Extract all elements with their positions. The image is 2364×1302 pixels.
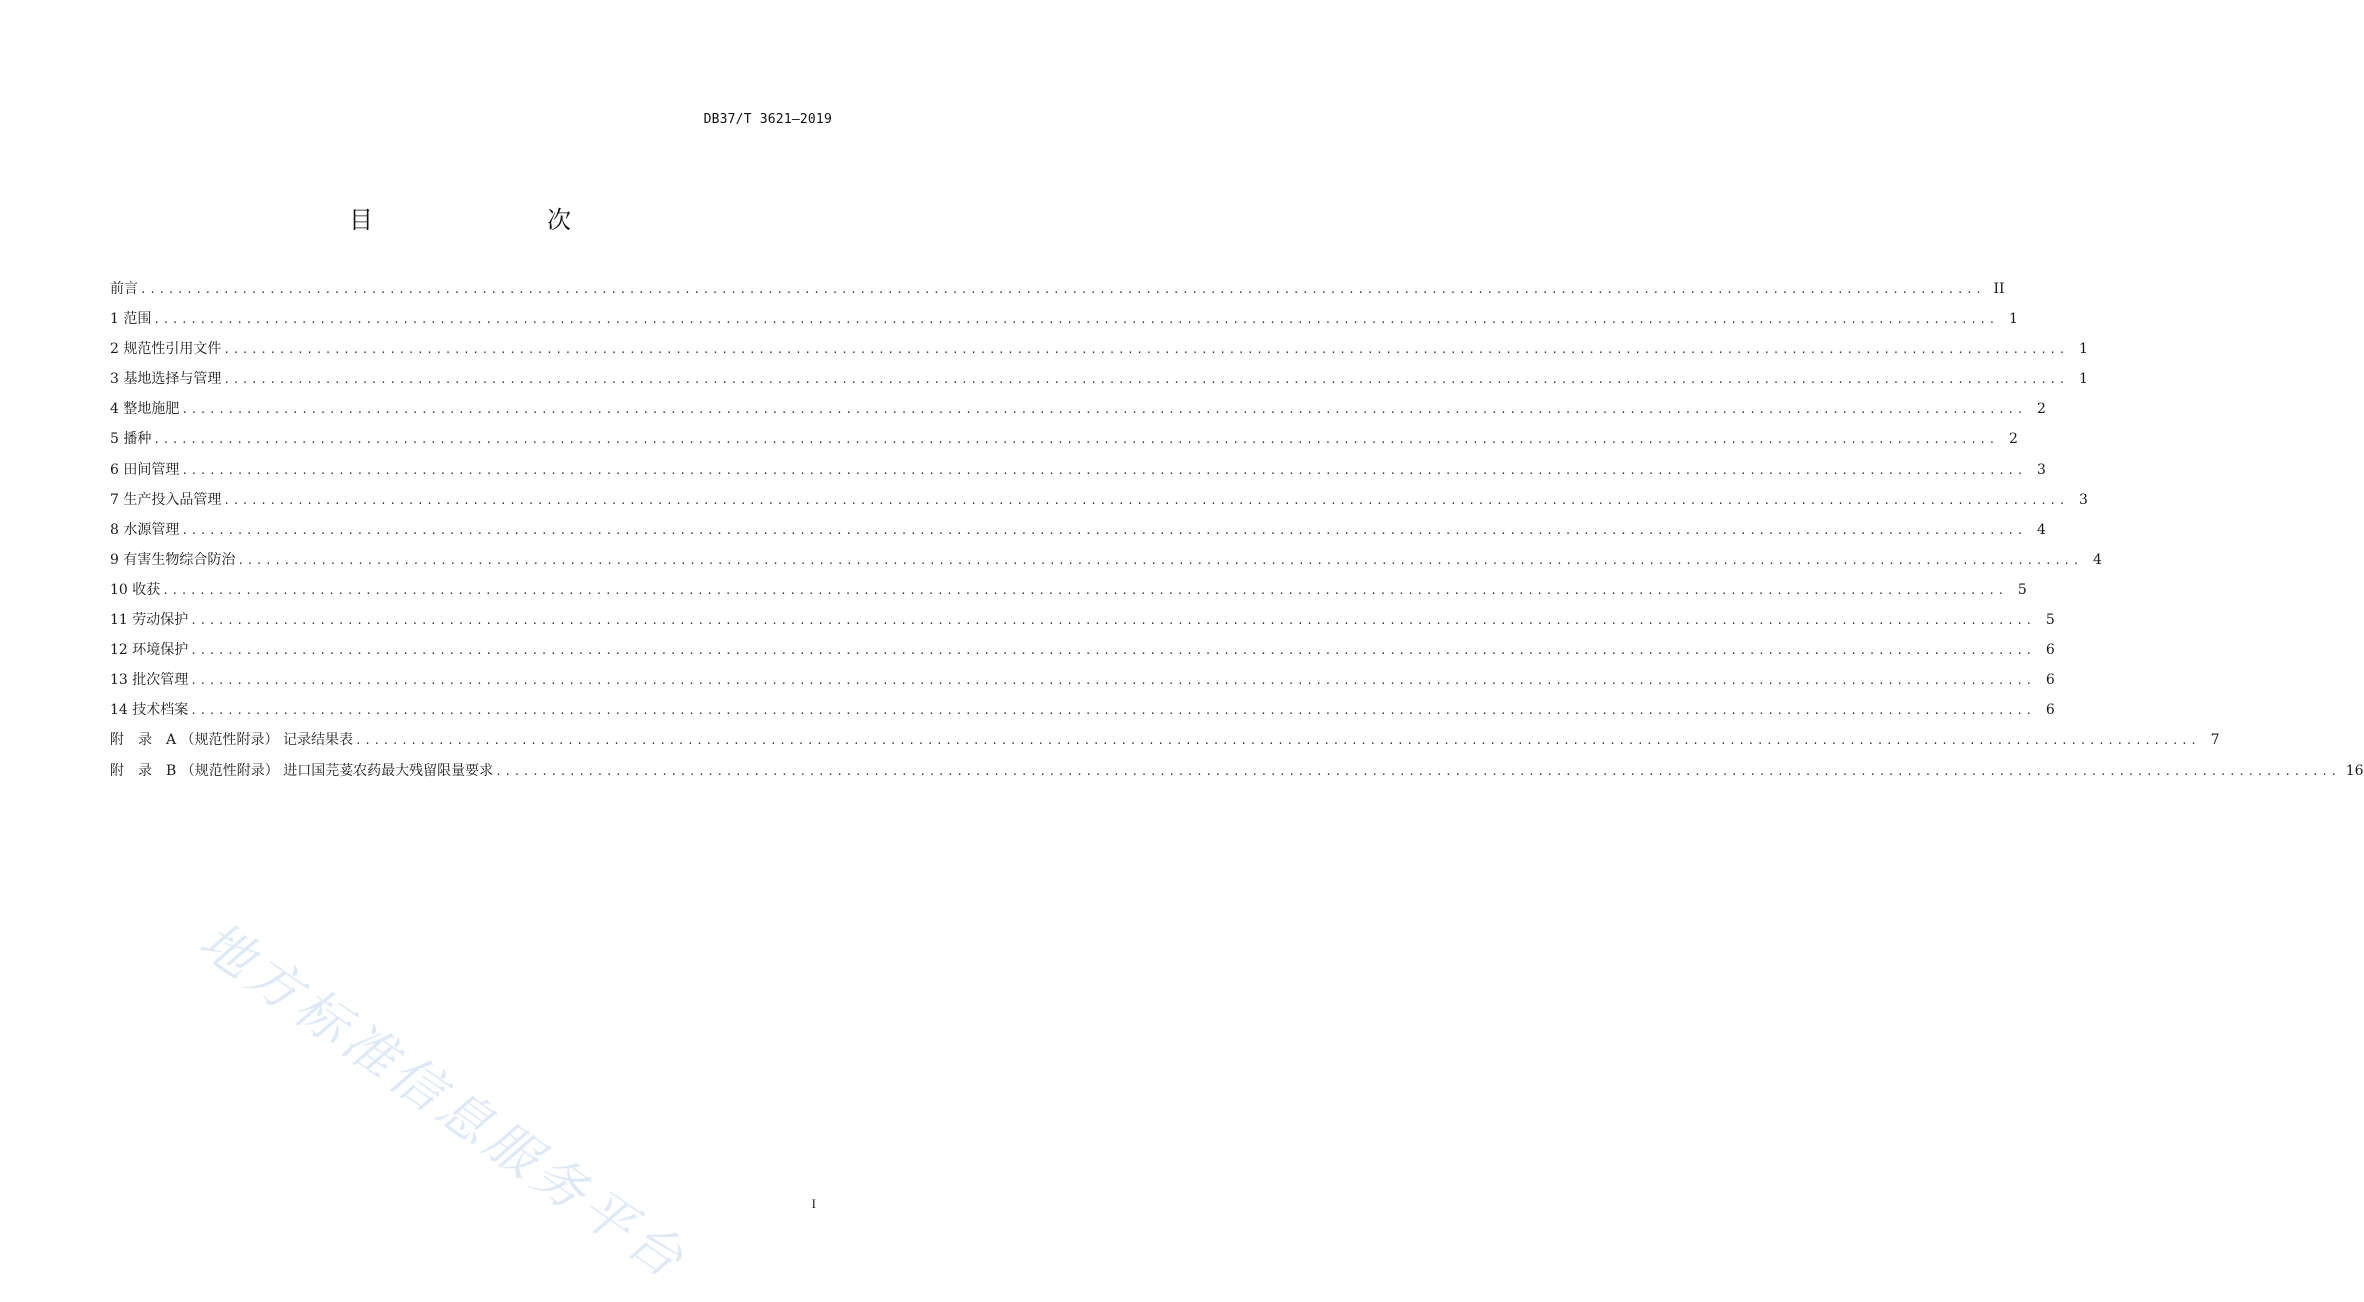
toc-entry-label: 13 批次管理	[110, 672, 189, 689]
toc-entry-inputs-management[interactable]	[110, 488, 2088, 518]
toc-entry-page: 2	[2036, 401, 2046, 418]
toc-entry-normative-references[interactable]	[110, 337, 2088, 367]
toc-entry-appendix-b[interactable]	[110, 759, 2364, 789]
toc-entry-label: 附 录 A （规范性附录） 记录结果表	[110, 732, 354, 749]
page-title: 目 次	[349, 206, 613, 234]
toc-dot-leader: ........................................................................................................................................................................................................	[181, 463, 2026, 477]
toc-entry-labor-protection[interactable]	[110, 608, 2055, 638]
toc-entry-sowing[interactable]	[110, 427, 2018, 457]
toc-entry-page: 3	[2078, 491, 2088, 508]
toc-entry-page: 1	[2008, 311, 2018, 328]
toc-dot-leader: ........................................................................................................................................................................................................	[181, 403, 2026, 417]
toc-entry-label: 3 基地选择与管理	[110, 371, 222, 388]
toc-dot-leader: ........................................................................................................................................................................................................	[495, 764, 2340, 778]
toc-entry-page: 5	[2017, 581, 2027, 598]
toc-dot-leader: ........................................................................................................................................................................................................	[190, 704, 2035, 718]
toc-entry-technical-archives[interactable]	[110, 698, 2055, 728]
toc-entry-page: 3	[2036, 461, 2046, 478]
toc-dot-leader: ........................................................................................................................................................................................................	[153, 433, 1998, 447]
toc-entry-label: 12 环境保护	[110, 642, 189, 659]
toc-entry-batch-management[interactable]	[110, 668, 2055, 698]
standard-code: DB37/T 3621—2019	[703, 112, 832, 127]
watermark: 地方标准信息服务平台	[188, 910, 698, 1293]
toc-entry-page: 6	[2045, 642, 2055, 659]
toc-entry-label: 前言	[110, 281, 138, 297]
toc-entry-page: 1	[2078, 341, 2088, 358]
toc-entry-label: 10 收获	[110, 581, 161, 598]
toc-entry-page: 6	[2045, 702, 2055, 719]
toc-entry-base-selection[interactable]	[110, 367, 2088, 397]
toc-entry-appendix-a[interactable]	[110, 728, 2220, 758]
toc-entry-environmental-protection[interactable]	[110, 638, 2055, 668]
toc-entry-label: 9 有害生物综合防治	[110, 551, 236, 568]
toc-dot-leader: ........................................................................................................................................................................................................	[223, 493, 2068, 507]
toc-entry-page: II	[1993, 281, 2005, 297]
toc-entry-foreword[interactable]	[110, 277, 2005, 307]
toc-entry-label: 附 录 B （规范性附录） 进口国芫荽农药最大残留限量要求	[110, 762, 494, 779]
toc-entry-label: 4 整地施肥	[110, 401, 180, 418]
toc-dot-leader: ........................................................................................................................................................................................................	[190, 644, 2035, 658]
toc-entry-pest-control[interactable]	[110, 548, 2102, 578]
toc-entry-page: 1	[2078, 371, 2088, 388]
toc-entry-water-management[interactable]	[110, 518, 2046, 548]
toc-entry-page: 16	[2345, 762, 2364, 779]
toc-dot-leader: ........................................................................................................................................................................................................	[153, 313, 1998, 327]
toc-entry-harvest[interactable]	[110, 578, 2027, 608]
toc-entry-page: 7	[2210, 732, 2220, 749]
toc-entry-label: 11 劳动保护	[110, 612, 189, 629]
toc-dot-leader: ........................................................................................................................................................................................................	[162, 583, 2007, 597]
toc-entry-label: 7 生产投入品管理	[110, 491, 222, 508]
toc-entry-label: 5 播种	[110, 431, 152, 448]
toc-dot-leader: ........................................................................................................................................................................................................	[181, 523, 2026, 537]
toc-entry-label: 14 技术档案	[110, 702, 189, 719]
table-of-contents	[110, 277, 2364, 789]
toc-entry-land-fertilization[interactable]	[110, 397, 2046, 427]
toc-entry-page: 5	[2045, 612, 2055, 629]
toc-entry-label: 1 范围	[110, 311, 152, 328]
toc-dot-leader: ........................................................................................................................................................................................................	[355, 734, 2200, 748]
toc-dot-leader: ........................................................................................................................................................................................................	[223, 373, 2068, 387]
toc-dot-leader: ........................................................................................................................................................................................................	[140, 283, 1985, 296]
page-number: I	[811, 1196, 816, 1211]
toc-dot-leader: ........................................................................................................................................................................................................	[237, 553, 2082, 567]
toc-entry-page: 4	[2036, 521, 2046, 538]
toc-dot-leader: ........................................................................................................................................................................................................	[190, 614, 2035, 628]
toc-entry-label: 6 田间管理	[110, 461, 180, 478]
toc-entry-field-management[interactable]	[110, 458, 2046, 488]
toc-entry-label: 2 规范性引用文件	[110, 341, 222, 358]
toc-dot-leader: ........................................................................................................................................................................................................	[223, 343, 2068, 357]
toc-entry-page: 4	[2092, 551, 2102, 568]
toc-entry-page: 6	[2045, 672, 2055, 689]
toc-entry-label: 8 水源管理	[110, 521, 180, 538]
toc-dot-leader: ........................................................................................................................................................................................................	[190, 674, 2035, 688]
toc-entry-scope[interactable]	[110, 307, 2018, 337]
toc-entry-page: 2	[2008, 431, 2018, 448]
